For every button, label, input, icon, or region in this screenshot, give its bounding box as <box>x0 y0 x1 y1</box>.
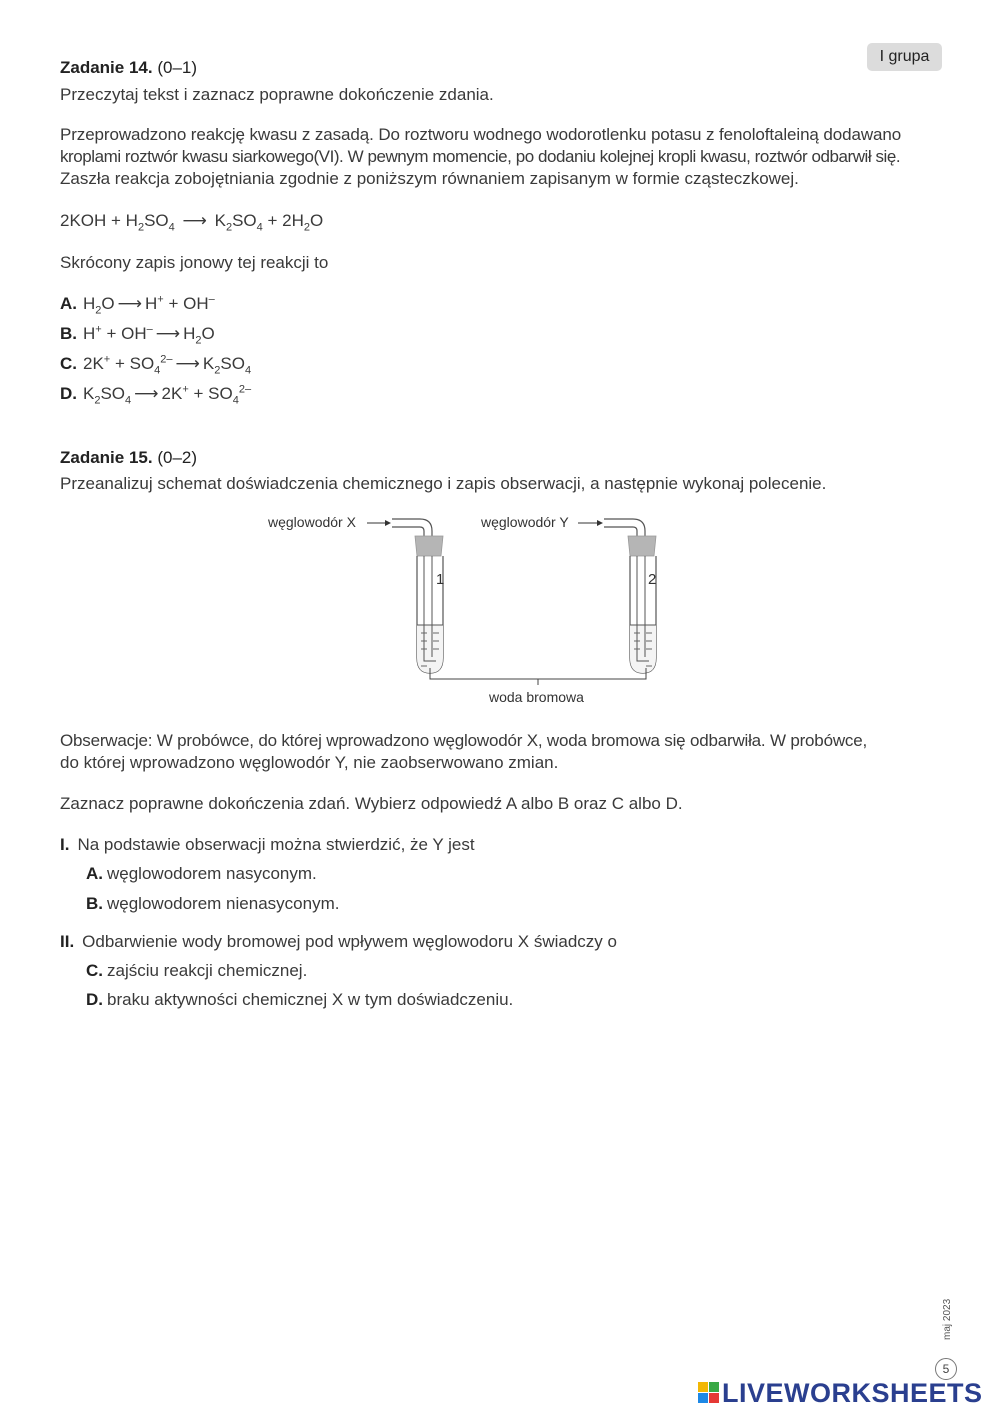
part2-question: II. Odbarwienie wody bromowej pod wpływem węglowodoru X świadczy o <box>60 932 617 951</box>
task14-paragraph <box>60 124 940 190</box>
part1-option-b[interactable]: B. węglowodorem nienasyconym. <box>86 894 340 913</box>
task15-heading <box>60 448 197 468</box>
task14-para-line: kroplami roztwór kwasu siarkowego(VI). W pewnym momencie, po dodaniu kolejnej kropli kwasu, roztwór odbarwił się. <box>60 147 901 166</box>
task14-points: (0–1) <box>157 58 198 77</box>
task14-title: Zadanie 14. <box>60 58 153 77</box>
task15-title: Zadanie 15. <box>60 448 153 467</box>
task14-question: Skrócony zapis jonowy tej reakcji to <box>60 253 329 272</box>
option-b[interactable]: B. H+ + OH– ⟶ $H_2O$ <box>60 323 215 347</box>
part2-option-c[interactable]: C. zajściu reakcji chemicznej. <box>86 961 308 980</box>
part1-question: I. Na podstawie obserwacji można stwierdzić, że Y jest <box>60 835 475 854</box>
task14-para-line: Zaszła reakcja zobojętniania zgodnie z poniższym równaniem zapisanym w formie cząsteczkowej. <box>60 169 799 188</box>
tube-number-1: 1 <box>436 571 445 588</box>
arrowhead-x <box>385 520 391 526</box>
inlet-tube-2 <box>604 519 645 538</box>
task15-points: (0–2) <box>157 448 198 467</box>
liveworksheets-logo[interactable] <box>698 1378 994 1408</box>
task14-instruction: Przeczytaj tekst i zaznacz poprawne dokończenie zdania. <box>60 85 494 104</box>
label-hydrocarbon-y: węglowodór Y <box>481 514 569 530</box>
option-c[interactable]: C. $2K^+ + SO_4^{2-}$ ⟶ $K_2SO_4$ <box>60 353 252 377</box>
experiment-diagram <box>260 508 680 708</box>
task15-command: Zaznacz poprawne dokończenia zdań. Wybierz odpowiedź A albo B oraz C albo D. <box>60 794 683 813</box>
arrowhead-y <box>597 520 603 526</box>
task14-heading <box>60 58 197 78</box>
stopper-2 <box>628 536 656 556</box>
task14-para-line: Przeprowadzono reakcję kwasu z zasadą. Do roztworu wodnego wodorotlenku potasu z fenoloftaleiną dodawano <box>60 125 902 144</box>
logo-grid-icon <box>698 1382 720 1404</box>
part2-option-d[interactable]: D. braku aktywności chemicznej X w tym doświadczeniu. <box>86 990 514 1009</box>
group-badge: I grupa <box>867 43 942 71</box>
bracket <box>430 668 646 679</box>
option-d[interactable]: D. $K_2SO_4$ ⟶ $2K^+ + SO_4^{2-}$ <box>60 383 252 407</box>
logo-text: LIVEWORKSHEETS <box>722 1378 983 1408</box>
option-a[interactable]: A. $H_2O$ ⟶ H+ + OH– <box>60 293 215 317</box>
inlet-tube-1 <box>392 519 432 538</box>
date-vertical: maj 2023 <box>942 1298 953 1340</box>
task15-instruction: Przeanalizuj schemat doświadczenia chemicznego i zapis obserwacji, a następnie wykonaj polecenie. <box>60 474 827 493</box>
reaction-equation: $2KOH + H_2SO_4$ ⟶ $K_2SO_4 + 2H_2O$ <box>60 211 324 234</box>
stopper-1 <box>415 536 443 556</box>
observation-line: do której wprowadzono węglowodór Y, nie zaobserwowano zmian. <box>60 753 559 772</box>
observations <box>60 730 940 774</box>
part1-option-a[interactable]: A. węglowodorem nasyconym. <box>86 864 317 883</box>
observation-line: Obserwacje: W probówce, do której wprowadzono węglowodór X, woda bromowa się odbarwiła. W probówce, <box>60 731 867 750</box>
label-bromine-water: woda bromowa <box>489 689 584 705</box>
label-hydrocarbon-x: węglowodór X <box>268 514 356 530</box>
tube-number-2: 2 <box>648 571 657 588</box>
page-number: 5 <box>935 1358 957 1380</box>
